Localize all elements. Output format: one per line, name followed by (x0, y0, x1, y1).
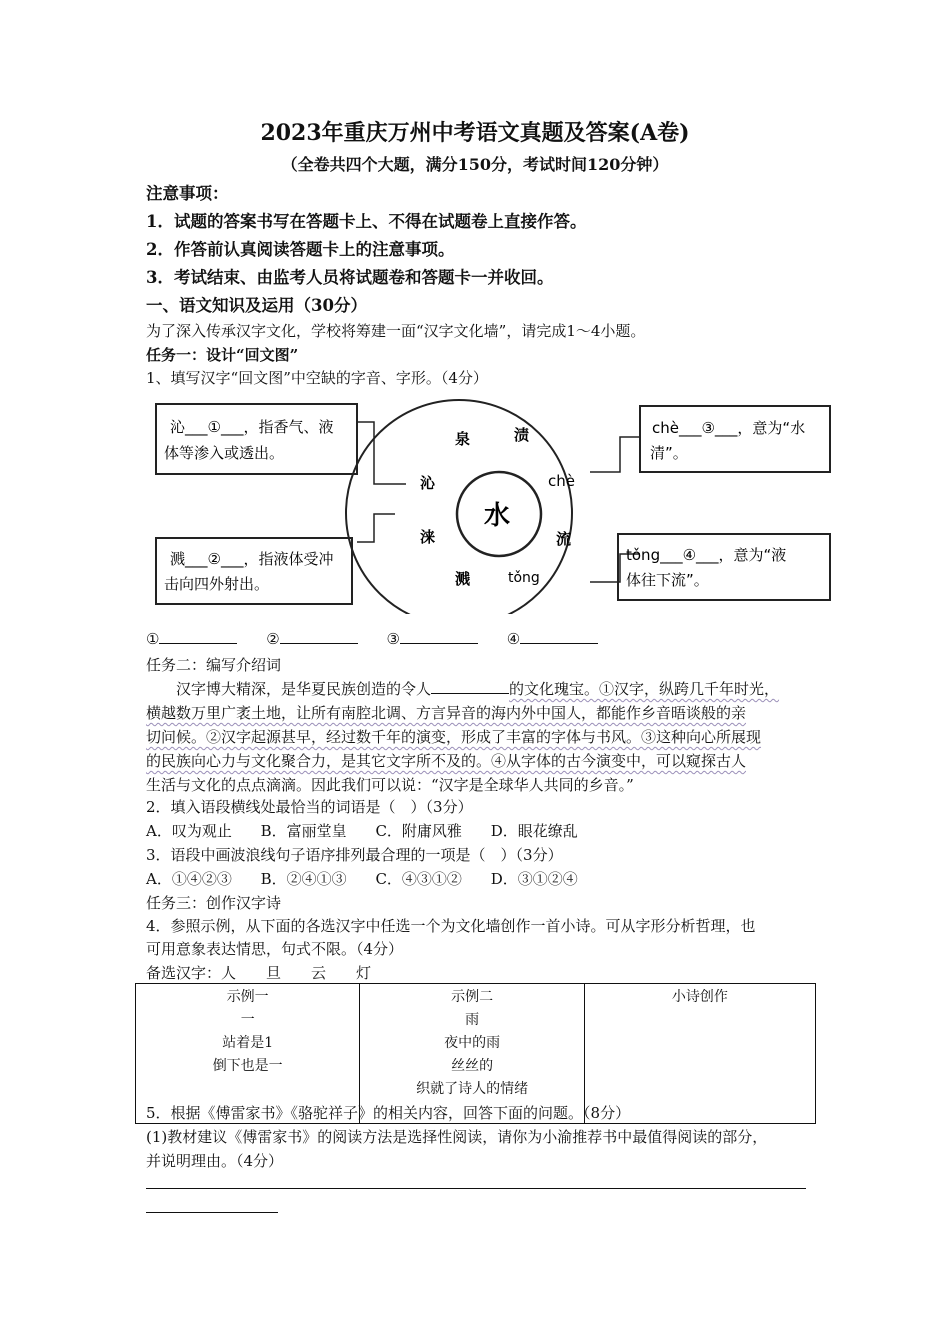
q3-option-c[interactable]: C．④③①② (375, 870, 462, 888)
question-5-1-line2: 并说明理由。（4分） (146, 1152, 284, 1170)
box-tr-line1: chè___③___，意为“水 (652, 419, 806, 437)
task1-heading: 任务一：设计“回文图” (146, 346, 299, 364)
q3-option-b[interactable]: B．②④①③ (260, 870, 347, 888)
q2-option-b[interactable]: B．富丽堂皇 (260, 822, 347, 840)
answer-blank-4[interactable]: ④ (507, 630, 598, 648)
question-3-options (146, 868, 602, 889)
poem-header-3: 小诗创作 (584, 984, 815, 1010)
answer-line-2[interactable] (146, 1212, 278, 1213)
passage-fill-blank[interactable] (431, 679, 509, 694)
ring-center-char: 水 (484, 501, 511, 531)
q2-option-c[interactable]: C．附庸风雅 (375, 822, 462, 840)
answer-blank-3[interactable]: ③ (386, 630, 477, 648)
notes-item-1: 1．试题的答案书写在答题卡上、不得在试题卷上直接作答。 (146, 212, 587, 231)
example-2-cell: 雨 夜中的雨 丝丝的 织就了诗人的情绪 (360, 1009, 584, 1124)
question-3: 3．语段中画波浪线句子语序排列最合理的一项是（ ）（3分） (146, 846, 563, 864)
answer-blanks (146, 630, 622, 648)
ring-char-4: 流 (556, 530, 572, 548)
question-2-options (146, 820, 602, 841)
q3-option-a[interactable]: A．①④②③ (146, 870, 232, 888)
question-2: 2．填入语段横线处最恰当的词语是（ ）（3分） (146, 798, 473, 816)
task3-heading: 任务三：创作汉字诗 (146, 894, 282, 912)
page-title: 2023年重庆万州中考语文真题及答案(A卷) (260, 120, 690, 146)
question-5: 5．根据《傅雷家书》《骆驼祥子》的相关内容，回答下面的问题。（8分） (146, 1104, 631, 1122)
answer-line-1[interactable] (146, 1188, 806, 1189)
ring-char-2: 渍 (514, 426, 530, 444)
ring-char-1: 泉 (455, 430, 471, 448)
notes-heading: 注意事项： (146, 184, 229, 203)
question-1: 1、填写汉字“回文图”中空缺的字音、字形。（4分） (146, 369, 488, 387)
box-br-line2: 体往下流”。 (626, 571, 709, 589)
ring-char-3: chè (548, 472, 575, 490)
q2-option-a[interactable]: A．叹为观止 (146, 822, 232, 840)
box-tl-line1: 沁___①___，指香气、液 (170, 418, 334, 436)
ring-char-7: 涞 (420, 528, 436, 546)
example-1-cell: 一 站着是1 倒下也是一 (136, 1009, 360, 1124)
ring-char-6: 溅 (455, 570, 471, 588)
notes-item-3: 3．考试结束、由监考人员将试题卷和答题卡一并收回。 (146, 268, 554, 287)
q3-option-d[interactable]: D．③①②④ (490, 870, 578, 888)
notes-item-2: 2．作答前认真阅读答题卡上的注意事项。 (146, 240, 455, 259)
box-bottom-left (156, 538, 352, 604)
box-bl-line2: 击向四外射出。 (164, 575, 270, 593)
question-4-line2: 可用意象表达情思，句式不限。（4分） (146, 940, 404, 958)
box-top-left (156, 404, 357, 474)
palindrome-diagram (150, 392, 870, 614)
box-top-right (640, 406, 830, 472)
question-5-1-line1: (1)教材建议《傅雷家书》的阅读方法是选择性阅读，请你为小渝推荐书中最值得阅读的部分， (146, 1128, 768, 1146)
candidate-characters: 备选汉字：人 旦 云 灯 (146, 964, 372, 982)
box-bl-line1: 溅___②___，指液体受冲 (170, 550, 334, 568)
q2-option-d[interactable]: D．眼花缭乱 (490, 822, 578, 840)
page-subtitle: （全卷共四个大题，满分150分，考试时间120分钟） (281, 155, 669, 174)
section1-heading: 一、语文知识及运用（30分） (146, 296, 367, 315)
task2-heading: 任务二：编写介绍词 (146, 656, 282, 674)
box-bottom-right (618, 534, 830, 600)
poem-header-1: 示例一 (136, 984, 360, 1010)
ring-char-8: 沁 (420, 474, 436, 492)
box-br-line1: tǒng___④___，意为“液 (626, 546, 787, 564)
ring-char-5: tǒng (508, 570, 540, 586)
box-tr-line2: 清”。 (650, 444, 688, 462)
question-4-line1: 4．参照示例，从下面的各选汉字中任选一个为文化墙创作一首小诗。可从字形分析哲理，也 (146, 917, 756, 935)
task2-passage: 汉字博大精深，是华夏民族创造的令人 的文化瑰宝。①汉字，纵跨几千年时光， 横越数万里广袤土地，让所有南腔北调、方言异音的海内外中国人，都能作乡音晤谈般的亲 切问候。②汉字起源甚早，经过数千年的演变，形成了丰富的字体与书风。③这种向心所展现 的民族向心力与文化聚合力，是其它文字所不及的。④从字体的古今演变中，可以窥探古人 生活与文化的点点滴滴。因此我们可以说：“汉字是全球华人共同的乡音。” (146, 680, 780, 794)
answer-blank-2[interactable]: ② (266, 630, 357, 648)
poem-header-2: 示例二 (360, 984, 584, 1010)
answer-blank-1[interactable]: ① (146, 630, 237, 648)
section1-intro: 为了深入传承汉字文化，学校将筹建一面“汉字文化墙”，请完成1～4小题。 (146, 322, 646, 340)
box-tl-line2: 体等渗入或透出。 (164, 444, 285, 462)
